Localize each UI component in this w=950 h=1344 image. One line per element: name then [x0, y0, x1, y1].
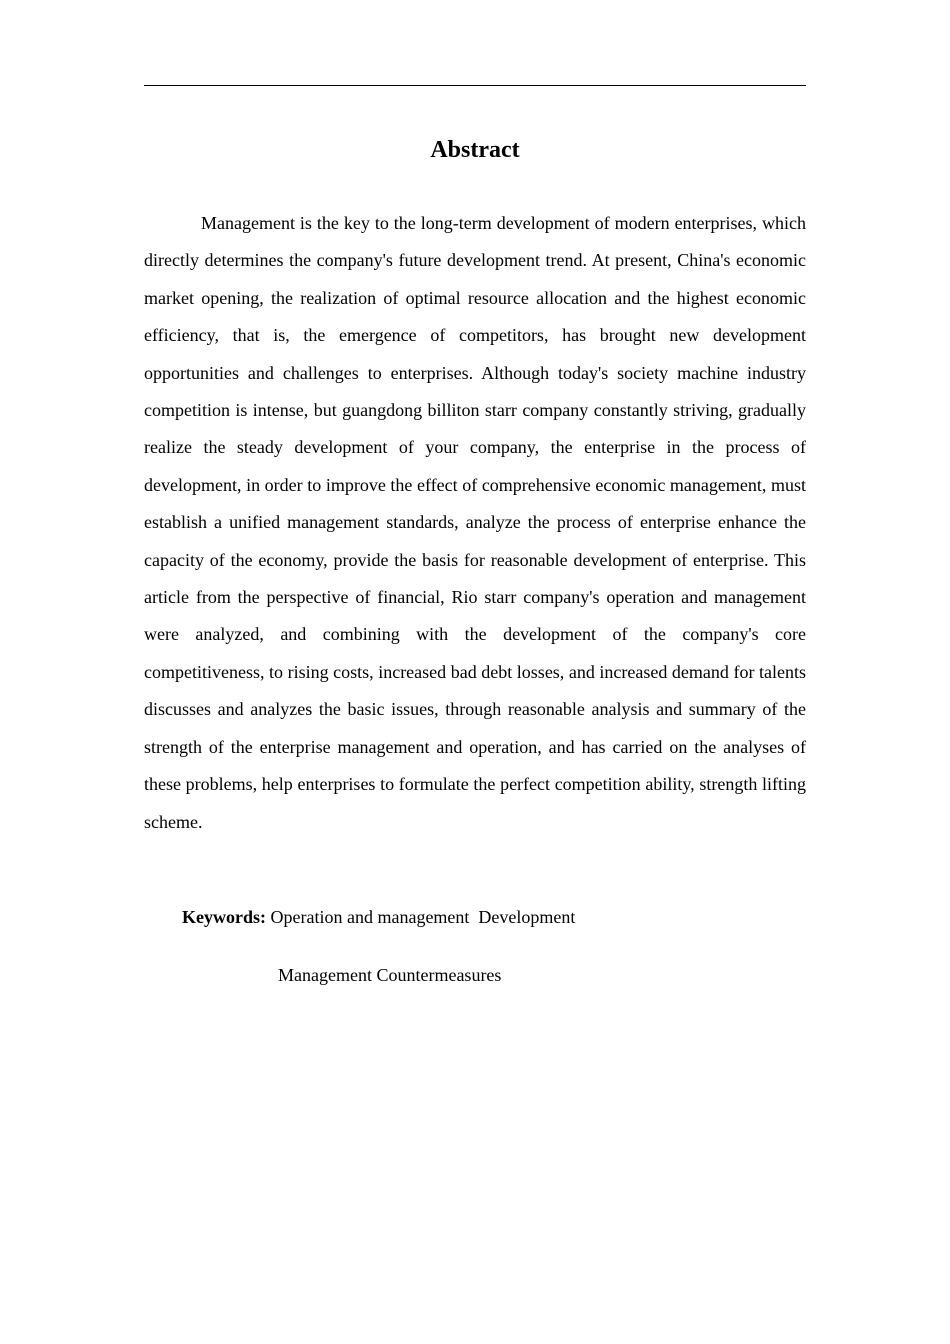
header-rule	[144, 85, 806, 86]
keywords-label: Keywords:	[182, 907, 266, 927]
keywords-values-line2: Management Countermeasures	[278, 965, 502, 985]
abstract-title: Abstract	[430, 137, 520, 163]
abstract-body: Management is the key to the long-term development of modern enterprises, which directly determines the company's future development trend. At present, China's economic market opening, the realization of optimal resource allocation and the highest economic efficiency, that is, the emergence of competitors, has brought new development opportunities and challenges to enterprises. Although today's society machine industry competition is intense, but guangdong billiton starr company constantly striving, gradually realize the steady development of your company, the enterprise in the process of development, in order to improve the effect of comprehensive economic management, must establish a unified management standards, analyze the process of enterprise enhance the capacity of the economy, provide the basis for reasonable development of enterprise. This article from the perspective of financial, Rio starr company's operation and management were analyzed, and combining with the development of the company's core competitiveness, to rising costs, increased bad debt losses, and increased demand for talents discusses and analyzes the basic issues, through reasonable analysis and summary of the strength of the enterprise management and operation, and has carried on the analyses of these problems, help enterprises to formulate the perfect competition ability, strength lifting scheme.	[144, 213, 806, 832]
keywords-line	[182, 900, 575, 934]
keywords-values-line1: Operation and management Development	[266, 907, 576, 927]
